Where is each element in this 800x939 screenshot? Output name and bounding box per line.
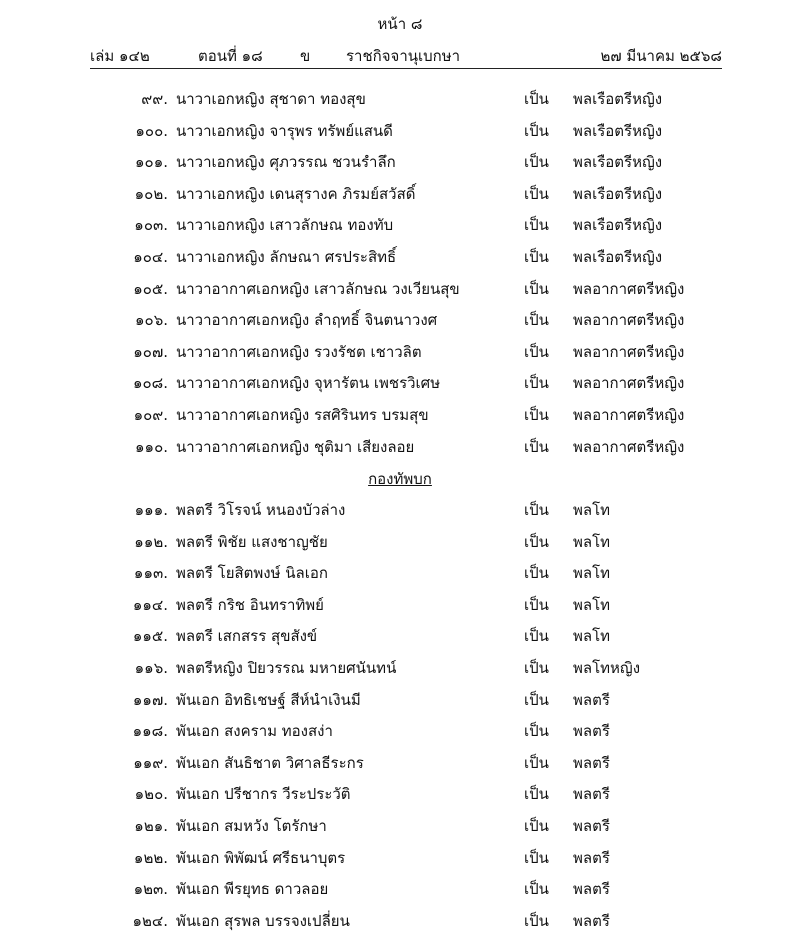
list-item: [0, 624, 800, 648]
person-name: พลตรี โยสิตพงษ์ นิลเอก: [176, 564, 328, 583]
item-number: ๑๐๗.: [133, 342, 168, 361]
pen-word: เป็น: [524, 564, 549, 583]
new-rank: พลตรี: [573, 753, 610, 772]
list-item: [0, 119, 800, 143]
list-item: [0, 371, 800, 395]
item-number: ๑๐๘.: [132, 374, 168, 393]
person-name: พันเอก สันธิชาต วิศาลธีระกร: [176, 753, 364, 772]
item-number: ๑๑๖.: [134, 659, 168, 677]
person-name: พลตรี วิโรจน์ หนองบัวล่าง: [176, 501, 346, 519]
item-number: ๑๒๔.: [132, 911, 168, 930]
list-item: [0, 751, 800, 775]
pen-word: เป็น: [524, 532, 549, 551]
person-name: พลตรี พิชัย แสงชาญชัย: [176, 532, 328, 551]
new-rank: พลอากาศตรีหญิง: [573, 406, 685, 424]
publish-date: ๒๗ มีนาคม ๒๕๖๘: [600, 47, 722, 65]
new-rank: พลตรี: [573, 848, 610, 867]
person-name: พันเอก สมหวัง โตรักษา: [176, 817, 327, 835]
new-rank: พลอากาศตรีหญิง: [573, 374, 685, 393]
item-number: ๑๒๑.: [134, 817, 168, 835]
new-rank: พลเรือตรีหญิง: [573, 121, 663, 140]
pen-word: เป็น: [524, 627, 549, 646]
person-name: นาวาอากาศเอกหญิง รวงรัชต เชาวลิต: [176, 342, 422, 361]
pen-word: เป็น: [524, 216, 549, 235]
list-item: [0, 561, 800, 585]
pen-word: เป็น: [524, 595, 549, 614]
list-item: [0, 308, 800, 332]
new-rank: พลอากาศตรีหญิง: [573, 311, 685, 330]
pen-word: เป็น: [524, 785, 549, 804]
item-number: ๑๐๒.: [134, 184, 168, 203]
person-name: นาวาเอกหญิง ลักษณา ศรประสิทธิ์: [176, 248, 397, 266]
item-number: ๑๑๙.: [133, 753, 168, 772]
section-code: ข: [300, 47, 311, 65]
item-number: ๑๐๐.: [135, 121, 168, 140]
pen-word: เป็น: [524, 911, 549, 930]
new-rank: พลอากาศตรีหญิง: [573, 437, 685, 456]
list-item: [0, 877, 800, 901]
pen-word: เป็น: [524, 121, 549, 140]
new-rank: พลตรี: [573, 817, 610, 835]
item-number: ๑๐๓.: [134, 216, 168, 235]
person-name: นาวาเอกหญิง สุชาดา ทองสุข: [176, 90, 366, 108]
item-number: ๑๑๗.: [132, 690, 168, 709]
list-item: [0, 213, 800, 237]
new-rank: พลอากาศตรีหญิง: [573, 342, 685, 361]
item-number: ๑๑๓.: [133, 564, 168, 583]
person-name: นาวาเอกหญิง เดนสุรางค ภิรมย์สวัสดิ์: [176, 184, 416, 203]
list-item: [0, 277, 800, 301]
pen-word: เป็น: [524, 753, 549, 772]
pen-word: เป็น: [524, 279, 549, 298]
new-rank: พลตรี: [573, 880, 610, 899]
pen-word: เป็น: [524, 848, 549, 867]
volume-number: เล่ม ๑๔๒: [90, 47, 150, 65]
person-name: พันเอก อิทธิเชษฐ์ สีห์นำเงินมี: [176, 690, 361, 709]
new-rank: พลโท: [573, 501, 611, 519]
item-number: ๑๐๔.: [133, 248, 168, 266]
item-number: ๑๑๘.: [132, 722, 168, 741]
list-item: [0, 435, 800, 459]
new-rank: พลโทหญิง: [573, 659, 641, 677]
person-name: นาวาเอกหญิง เสาวลักษณ ทองทับ: [176, 216, 394, 235]
list-item: [0, 719, 800, 743]
new-rank: พลโท: [573, 532, 611, 551]
list-item: [0, 403, 800, 427]
pen-word: เป็น: [524, 880, 549, 899]
list-item: [0, 150, 800, 174]
pen-word: เป็น: [524, 248, 549, 266]
gazette-title: ราชกิจจานุเบกษา: [346, 47, 461, 65]
section-title-army: กองทัพบก: [368, 470, 432, 488]
list-item: [0, 340, 800, 364]
page-number: หน้า ๘: [377, 15, 423, 33]
new-rank: พลเรือตรีหญิง: [573, 184, 663, 203]
item-number: ๑๐๖.: [135, 311, 168, 330]
pen-word: เป็น: [524, 90, 549, 108]
issue-number: ตอนที่ ๑๘: [198, 47, 263, 65]
pen-word: เป็น: [524, 406, 549, 424]
new-rank: พลเรือตรีหญิง: [573, 216, 663, 235]
new-rank: พลอากาศตรีหญิง: [573, 279, 685, 298]
header-rule: [90, 68, 722, 69]
item-number: ๑๑๐.: [135, 437, 168, 456]
pen-word: เป็น: [524, 722, 549, 741]
new-rank: พลเรือตรีหญิง: [573, 153, 663, 172]
list-item: [0, 814, 800, 838]
new-rank: พลโท: [573, 595, 611, 614]
item-number: ๑๐๕.: [133, 279, 168, 298]
pen-word: เป็น: [524, 342, 549, 361]
person-name: นาวาอากาศเอกหญิง ชุติมา เสียงลอย: [176, 437, 415, 456]
list-item: [0, 87, 800, 111]
item-number: ๑๒๐.: [134, 785, 168, 804]
person-name: นาวาอากาศเอกหญิง เสาวลักษณ วงเวียนสุข: [176, 279, 460, 298]
pen-word: เป็น: [524, 501, 549, 519]
pen-word: เป็น: [524, 153, 549, 172]
list-item: [0, 182, 800, 206]
item-number: ๑๒๒.: [133, 848, 168, 867]
list-item: [0, 498, 800, 522]
person-name: นาวาอากาศเอกหญิง ลำฤทธิ์ จินตนาวงศ: [176, 311, 438, 330]
item-number: ๙๙.: [141, 90, 168, 108]
pen-word: เป็น: [524, 374, 549, 393]
item-number: ๑๐๑.: [135, 153, 168, 172]
pen-word: เป็น: [524, 690, 549, 709]
list-item: [0, 656, 800, 680]
item-number: ๑๑๔.: [132, 595, 168, 614]
person-name: พันเอก พีรยุทธ ดาวลอย: [176, 880, 329, 899]
person-name: พลตรี กริช อินทราทิพย์: [176, 595, 324, 614]
list-item: [0, 909, 800, 933]
person-name: พันเอก สุรพล บรรจงเปลี่ยน: [176, 911, 350, 930]
list-item: [0, 846, 800, 870]
person-name: พลตรี เสกสรร สุขสังข์: [176, 627, 318, 646]
new-rank: พลตรี: [573, 690, 610, 709]
pen-word: เป็น: [524, 437, 549, 456]
item-number: ๑๑๒.: [134, 532, 168, 551]
new-rank: พลโท: [573, 627, 611, 646]
item-number: ๑๐๙.: [133, 406, 168, 424]
person-name: นาวาอากาศเอกหญิง จุหารัตน เพชรวิเศษ: [176, 374, 441, 393]
item-number: ๑๑๕.: [132, 627, 168, 646]
list-item: [0, 245, 800, 269]
pen-word: เป็น: [524, 311, 549, 330]
person-name: นาวาอากาศเอกหญิง รสศิรินทร บรมสุข: [176, 406, 429, 424]
person-name: พันเอก สงคราม ทองสง่า: [176, 722, 333, 741]
item-number: ๑๑๑.: [134, 501, 168, 519]
list-item: [0, 782, 800, 806]
person-name: พันเอก พิพัฒน์ ศรีธนาบุตร: [176, 848, 346, 867]
new-rank: พลตรี: [573, 911, 610, 930]
pen-word: เป็น: [524, 184, 549, 203]
item-number: ๑๒๓.: [133, 880, 168, 899]
person-name: นาวาเอกหญิง จารุพร ทรัพย์แสนดี: [176, 121, 393, 140]
person-name: นาวาเอกหญิง ศุภวรรณ ชวนรำลึก: [176, 153, 396, 172]
new-rank: พลตรี: [573, 722, 610, 741]
pen-word: เป็น: [524, 659, 549, 677]
list-item: [0, 688, 800, 712]
new-rank: พลโท: [573, 564, 611, 583]
person-name: พลตรีหญิง ปิยวรรณ มหายศนันทน์: [176, 659, 397, 677]
person-name: พันเอก ปรีชากร วีระประวัติ: [176, 785, 351, 804]
new-rank: พลเรือตรีหญิง: [573, 248, 663, 266]
new-rank: พลตรี: [573, 785, 610, 804]
list-item: [0, 593, 800, 617]
new-rank: พลเรือตรีหญิง: [573, 90, 663, 108]
pen-word: เป็น: [524, 817, 549, 835]
list-item: [0, 530, 800, 554]
